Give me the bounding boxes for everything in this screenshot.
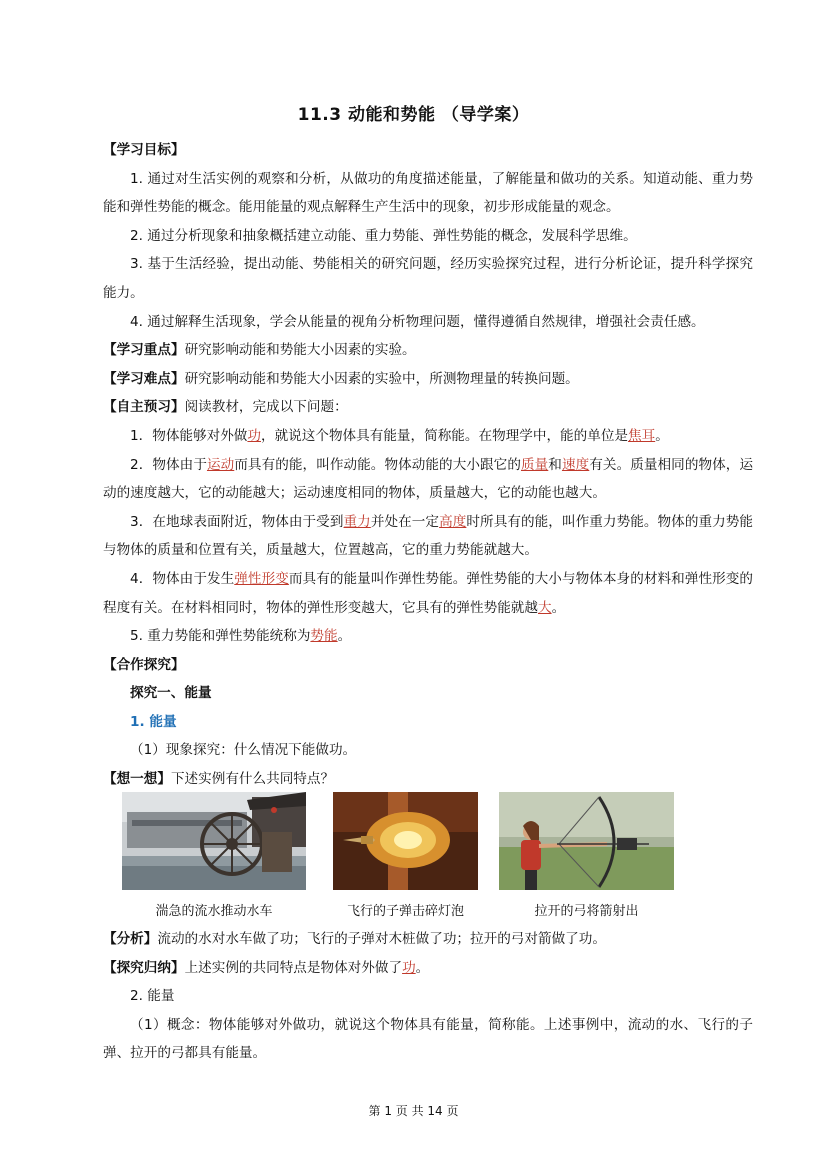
q5-text-a: 5. 重力势能和弹性势能统称为 (130, 628, 311, 645)
objective-item-1: 1. 通过对生活实例的观察和分析，从做功的角度描述能量，了解能量和做功的关系。知道动能、重力势能和弹性势能的概念。能用能量的观点解释生产生活中的现象，初步形成能量的观念。 (103, 170, 753, 216)
page-title: 11.3 动能和势能 （导学案） (297, 105, 530, 125)
example-photos (122, 792, 674, 890)
q1-text-c: 。 (655, 427, 669, 444)
sub-1-title: 1. 能量 (130, 713, 177, 730)
analysis-text: 流动的水对水车做了功；飞行的子弹对木桩做了功；拉开的弓对箭做了功。 (157, 931, 606, 947)
q2-answer-1: 运动 (206, 456, 235, 473)
key-point-label: 【学习重点】 (103, 342, 185, 359)
difficulty-text: 研究影响动能和势能大小因素的实验中，所测物理量的转换问题。 (184, 370, 579, 387)
q2-text-a: 2．物体由于 (130, 456, 207, 473)
summary-answer: 功 (402, 959, 416, 976)
q1-text-b: ，就说这个物体具有能量，简称能。在物理学中，能的单位是 (261, 427, 629, 444)
think-label: 【想一想】 (103, 771, 171, 788)
preview-question-1 (103, 422, 753, 451)
caption-bullet: 飞行的子弹击碎灯泡 (346, 904, 464, 919)
main-content (103, 136, 753, 794)
objective-item-2: 2. 通过分析现象和抽象概括建立动能、重力势能、弹性势能的概念，发展科学思维。 (130, 227, 637, 244)
archer-photo (499, 792, 674, 890)
page-footer: 第 1 页 共 14 页 (368, 1104, 459, 1118)
think (103, 765, 753, 794)
q4-text-c: 。 (551, 599, 566, 616)
q2-text-c: 和 (548, 456, 562, 473)
sub-2-title: 2. 能量 (130, 988, 175, 1005)
q4-text-b: 而具有的能量叫作弹性势能。弹性势能的大小与物体本身的材料和弹性形变的程度有关。在材料相同时，物体的弹性形变越大，它具有的弹性势能就越 (103, 570, 754, 616)
think-text: 下述实例有什么共同特点？ (170, 771, 335, 788)
preview (103, 393, 753, 422)
q1-answer-1: 功 (247, 427, 261, 444)
analysis (103, 925, 753, 954)
objectives-heading: 【学习目标】 (103, 142, 185, 158)
q4-answer-1: 弹性形变 (234, 570, 289, 587)
objective-item-3: 3. 基于生活经验，提出动能、势能相关的研究问题，经历实验探究过程，进行分析论证，提升科学探究能力。 (103, 256, 753, 301)
summary (103, 954, 753, 983)
objective-item-4: 4. 通过解释生活现象，学会从能量的视角分析物理问题，懂得遵循自然规律，增强社会责任感。 (130, 313, 705, 330)
difficulty (103, 365, 753, 394)
difficulty-label: 【学习难点】 (103, 370, 185, 387)
caption-waterwheel: 湍急的流水推动水车 (155, 904, 273, 919)
q5-text-b: 。 (337, 628, 352, 645)
q3-answer-2: 高度 (439, 513, 467, 530)
bullet-image (333, 792, 478, 890)
preview-question-2 (103, 451, 753, 508)
q3-answer-1: 重力 (343, 513, 371, 530)
preview-question-3 (103, 508, 753, 565)
q2-answer-3: 速度 (561, 456, 590, 473)
q2-text-d: 有关。质量相同的物体，运动的速度越大，它的动能越大；运动速度相同的物体，质量越大，它的动能也越大。 (103, 456, 754, 502)
summary-text-b: 。 (415, 959, 430, 976)
waterwheel-image (122, 792, 306, 890)
q2-answer-2: 质量 (520, 456, 549, 473)
caption-archer: 拉开的弓将箭射出 (534, 904, 639, 919)
bullet-photo (333, 792, 478, 890)
after-photos-content (103, 925, 753, 1068)
waterwheel-photo (122, 792, 306, 890)
q4-text-a: 4．物体由于发生 (130, 570, 235, 587)
coop-heading: 【合作探究】 (103, 656, 185, 673)
q3-text-b: 并处在一定 (370, 513, 440, 530)
analysis-label: 【分析】 (103, 931, 158, 947)
preview-text: 阅读教材，完成以下问题： (184, 399, 348, 416)
q3-text-c: 时所具有的能，叫作重力势能。物体的重力势能与物体的质量和位置有关，质量越大，位置越高，它的重力势能就越大。 (103, 513, 754, 559)
summary-text-a: 上述实例的共同特点是物体对外做了 (184, 959, 403, 976)
preview-question-5 (103, 622, 753, 651)
preview-question-4 (103, 565, 753, 622)
summary-label: 【探究归纳】 (103, 959, 185, 976)
q2-text-b: 而具有的能，叫作动能。物体动能的大小跟它的 (234, 456, 521, 473)
section-1-title: 探究一、能量 (130, 685, 212, 702)
q1-text-a: 1．物体能够对外做 (130, 427, 248, 444)
q3-text-a: 3．在地球表面附近，物体由于受到 (130, 513, 344, 530)
phenomenon-text: （1）现象探究：什么情况下能做功。 (130, 742, 357, 759)
q5-answer-1: 势能 (310, 628, 338, 645)
q4-answer-2: 大 (538, 599, 552, 616)
archer-image (499, 792, 674, 890)
key-point (103, 336, 753, 365)
key-point-text: 研究影响动能和势能大小因素的实验。 (184, 342, 416, 359)
preview-label: 【自主预习】 (103, 399, 185, 416)
q1-answer-2: 焦耳 (628, 427, 656, 444)
concept-text: （1）概念：物体能够对外做功，就说这个物体具有能量，简称能。上述事例中，流动的水、飞行的子弹、拉开的弓都具有能量。 (103, 1016, 753, 1062)
